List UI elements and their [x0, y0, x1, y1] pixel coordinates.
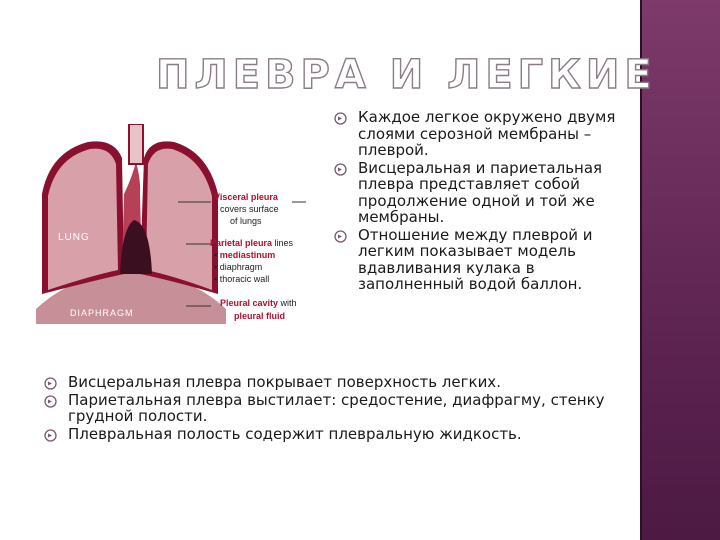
visceral-pleura-line3: of lungs — [230, 216, 262, 226]
bullet-icon — [44, 377, 57, 390]
svg-text:▪ thoracic wall: ▪ thoracic wall — [214, 274, 270, 284]
list-item — [334, 227, 639, 293]
trachea-shape — [129, 124, 143, 164]
bullet-icon — [44, 395, 57, 408]
bullet-icon — [334, 230, 347, 243]
svg-text:▪ diaphragm: ▪ diaphragm — [214, 262, 263, 272]
lung-pleura-diagram — [36, 124, 320, 324]
visceral-pleura-title: Visceral pleura — [214, 192, 278, 202]
parietal-pleura-title: Parietal pleura — [210, 238, 273, 248]
slide-title: ПЛЕВРА И ЛЕГКИЕ — [156, 52, 657, 98]
bottom-bullet-list — [44, 374, 639, 443]
visceral-pleura-line2: covers surface — [220, 204, 279, 214]
parietal-pleura-suffix: lines — [272, 238, 294, 248]
pleural-cavity-title: Pleural cavity — [220, 298, 279, 308]
bullet-text: Отношение между плеврой и легким показывает модель вдавливания кулака в заполненный водой баллон. — [358, 225, 593, 293]
bullet-text: Висцеральная плевра покрывает поверхность легких. — [68, 373, 501, 391]
bullet-text: Плевральная полость содержит плевральную жидкость. — [68, 424, 522, 443]
svg-text:Pleural cavity with — [220, 298, 297, 308]
parietal-item-mediastinum: mediastinum — [219, 250, 276, 260]
bullet-icon — [334, 163, 347, 176]
parietal-item-diaphragm: diaphragm — [219, 262, 263, 272]
bullet-icon — [334, 112, 347, 125]
diaphragm-label: DIAPHRAGM — [70, 308, 134, 318]
bullet-text: Париетальная плевра выстилает: средостение, диафрагму, стенку грудной полости. — [68, 390, 605, 425]
list-item — [44, 374, 639, 391]
bullet-text: Висцеральная и париетальная плевра представляет собой продолжение одной и той же мембраны. — [358, 158, 603, 226]
svg-text:▪ mediastinum: ▪ mediastinum — [214, 250, 276, 260]
list-item — [334, 160, 639, 226]
list-item — [44, 392, 639, 425]
pleural-cavity-line2: pleural fluid — [234, 311, 286, 321]
svg-text:Parietal pleura lines — [210, 238, 294, 248]
list-item — [44, 426, 639, 443]
right-bullet-list — [334, 109, 639, 294]
bullet-icon — [44, 429, 57, 442]
lung-label: LUNG — [58, 232, 90, 243]
svg-text:Visceral pleura — [214, 192, 279, 202]
list-item — [334, 109, 639, 159]
bullet-text: Каждое легкое окружено двумя слоями серозной мембраны – плеврой. — [358, 108, 616, 159]
parietal-item-thoracic-wall: thoracic wall — [219, 274, 270, 284]
pleural-cavity-suffix: with — [278, 298, 297, 308]
